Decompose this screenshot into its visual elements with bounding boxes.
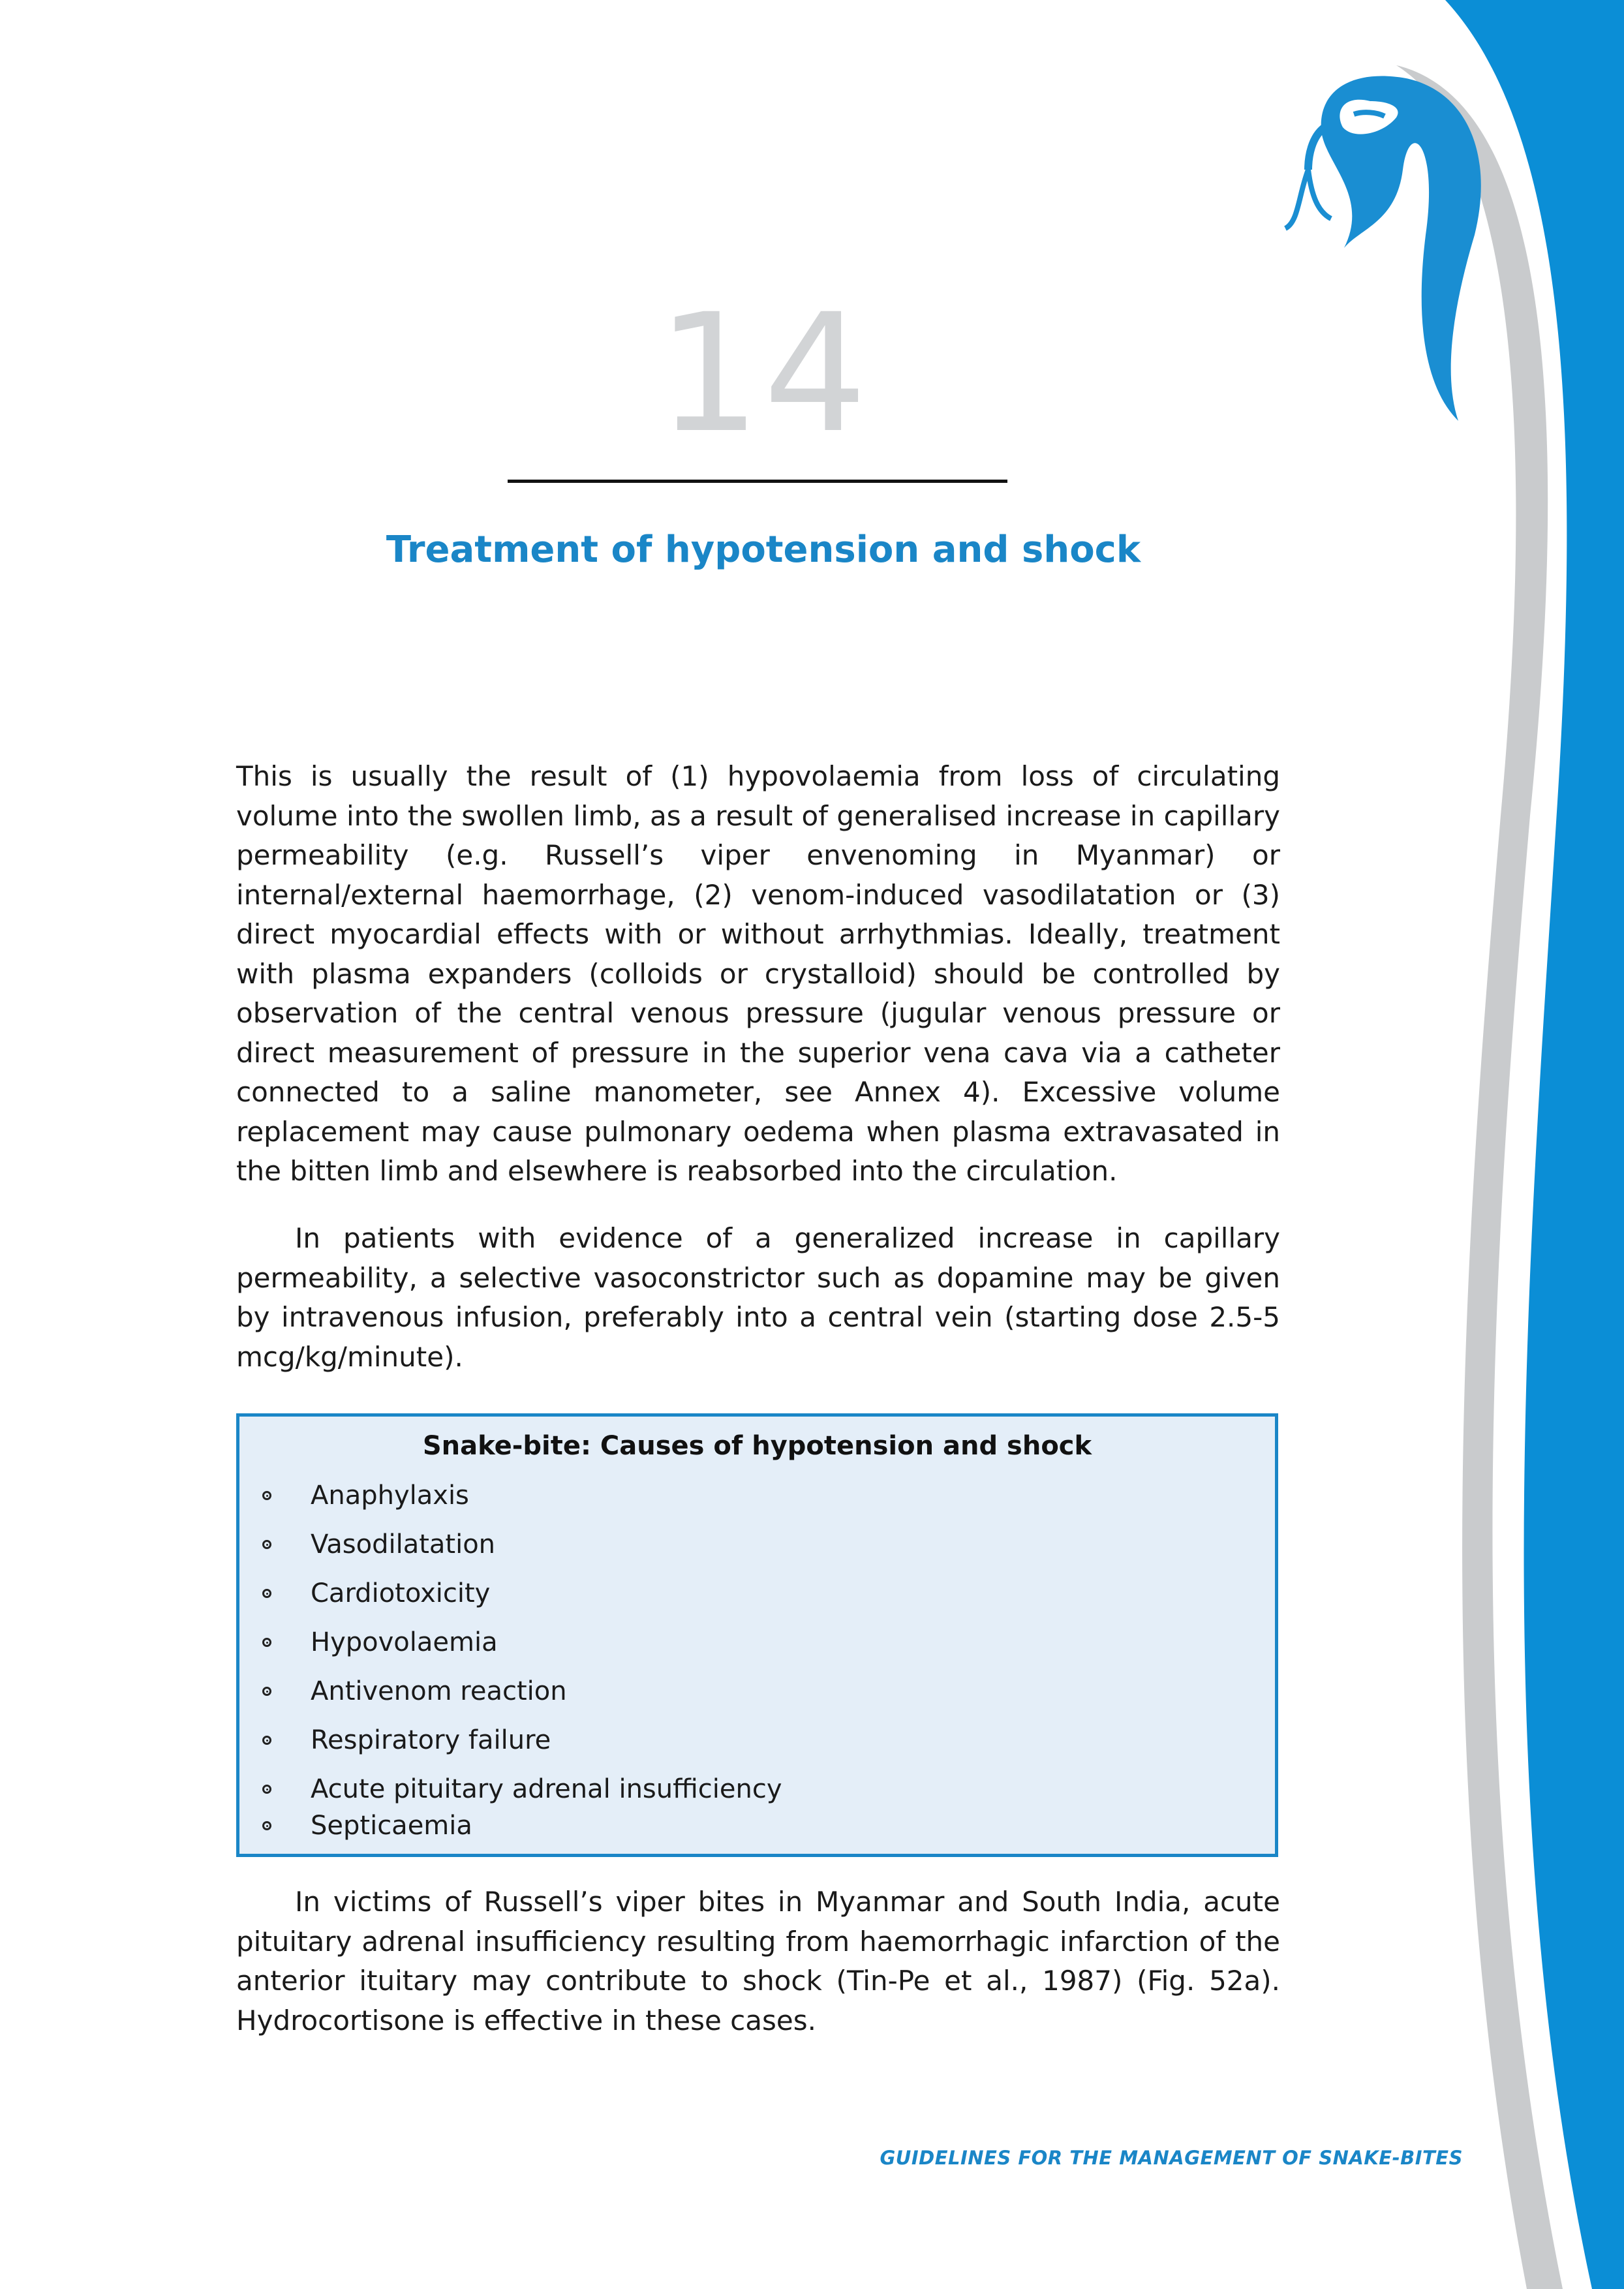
chapter-number: 14 [656,279,870,469]
bullet-icon [262,1687,271,1696]
list-item-label: Hypovolaemia [311,1627,498,1657]
bullet-icon [262,1589,271,1598]
running-footer: GUIDELINES FOR THE MANAGEMENT OF SNAKE-BITES [880,2147,1463,2169]
list-item-label: Vasodilatation [311,1529,496,1559]
bullet-icon [262,1785,271,1794]
bullet-icon [262,1736,271,1745]
causes-box-title: Snake-bite: Causes of hypotension and shock [422,1431,1092,1461]
list-item-label: Septicaemia [311,1811,472,1841]
bullet-icon [262,1821,271,1830]
list-item-label: Anaphylaxis [311,1481,469,1511]
bullet-icon [262,1491,271,1500]
bullet-icon [262,1638,271,1647]
paragraph-intro: This is usually the result of (1) hypovolaemia from loss of circulating volume into the swollen limb, as a result of generalised increase in capillary permeability (e.g. Russell’s viper envenoming in Myanmar) or internal/external haemorrhage, (2) venom-induced vasodilatation or (3) direct myocardial effects with or without arrhythmias. Ideally, treatment with plasma expanders (colloids or crystalloid) should be controlled by observation of the central venous pressure (jugular venous pressure or direct measurement of pressure in the superior vena cava via a catheter connected to a saline manometer, see Annex 4). Excessive volume replacement may cause pulmonary oedema when plasma extravasated in the bitten limb and elsewhere is reabsorbed into the circulation. [236,760,1280,1187]
list-item-label: Respiratory failure [311,1725,551,1755]
bullet-icon [262,1540,271,1549]
causes-box [236,1413,1278,1857]
list-item-label: Cardiotoxicity [311,1578,491,1608]
chapter-rule [508,480,1007,483]
list-item-label: Antivenom reaction [311,1676,567,1706]
list-item-label: Acute pituitary adrenal insufficiency [311,1774,782,1804]
paragraph-vasoconstrictor: In patients with evidence of a generalized increase in capillary permeability, a selective vasoconstrictor such as dopamine may be given by intravenous infusion, preferably into a central vein (starting dose 2.5-5 mcg/kg/minute). [236,1222,1280,1373]
chapter-title: Treatment of hypotension and shock [386,529,1141,571]
paragraph-russells-viper: In victims of Russell’s viper bites in Myanmar and South India, acute pituitary adrenal insufficiency resulting from haemorrhagic infarction of the anterior ituitary may contribute to shock (Tin-Pe et al., 1987) (Fig. 52a). Hydrocortisone is effective in these cases. [236,1886,1280,2036]
